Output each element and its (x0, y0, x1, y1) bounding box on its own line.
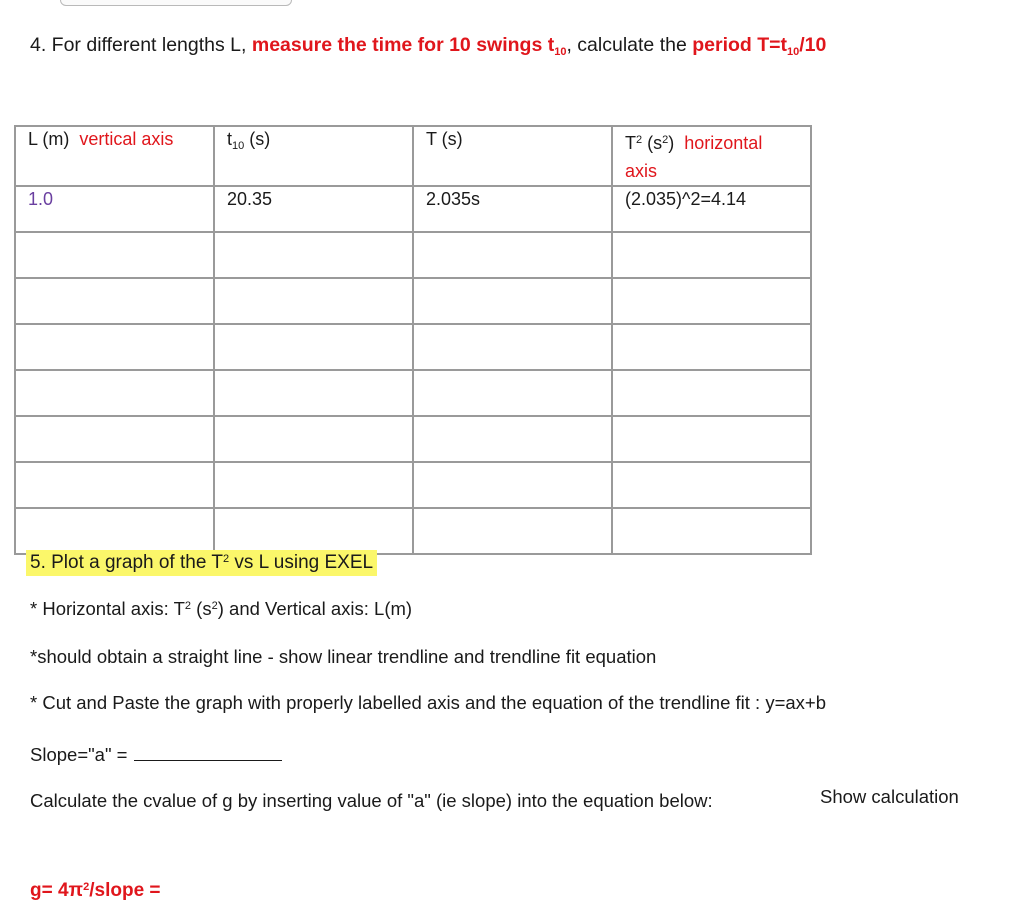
table-row (15, 462, 811, 508)
q4-middle: calculate the (571, 34, 693, 56)
table-cell (15, 462, 214, 508)
table-cell (15, 278, 214, 324)
slope-line: Slope="a" = (30, 744, 282, 766)
table-header-row (15, 126, 811, 186)
table-row (15, 278, 811, 324)
table-cell: 1.0 (15, 186, 214, 232)
table-cell (612, 416, 811, 462)
q4-prefix: 4. For different lengths L, (30, 34, 252, 56)
table-row (15, 232, 811, 278)
table-cell (15, 232, 214, 278)
cut-paste-note: * Cut and Paste the graph with properly labelled axis and the equation of the trendline fit : y=ax+b (30, 692, 827, 713)
q4-comma: , (566, 34, 572, 56)
table-cell (15, 508, 214, 554)
straight-line-note: *should obtain a straight line - show linear trendline and trendline fit equation (30, 646, 657, 667)
table-cell (413, 416, 612, 462)
header-period: T (s) (413, 126, 612, 186)
table-cell: 20.35 (214, 186, 413, 232)
table-cell (413, 370, 612, 416)
question-4 (30, 34, 826, 57)
question-5-title: 5. Plot a graph of the $T^2$ vs L using EXEL (26, 550, 377, 576)
table-row (15, 508, 811, 554)
table-cell (214, 416, 413, 462)
table-cell (15, 370, 214, 416)
table-cell (413, 462, 612, 508)
table-row (15, 324, 811, 370)
table-cell (15, 416, 214, 462)
table-cell (214, 462, 413, 508)
table-cell (214, 278, 413, 324)
q4-measure: measure the time for 10 swings $t_{10}$ (251, 34, 567, 58)
table-cell (612, 462, 811, 508)
header-length: L (m) vertical axis (15, 126, 214, 186)
g-formula: $g= 4\pi^2$/slope = (30, 880, 161, 901)
table-cell (612, 370, 811, 416)
table-cell (612, 278, 811, 324)
table-row (15, 186, 811, 232)
table-row (15, 370, 811, 416)
table-cell (214, 324, 413, 370)
slope-blank[interactable] (134, 744, 282, 761)
table-cell (413, 232, 612, 278)
horizontal-axis-note: * Horizontal axis: $T^2$ $(s^2)$ and Vertical axis: L(m) (30, 598, 413, 619)
table-cell (214, 232, 413, 278)
table-cell (413, 508, 612, 554)
calculate-g-line: Calculate the cvalue of g by inserting value of "a" (ie slope) into the equation below: (30, 790, 713, 811)
header-period-squared: $T^2$ $(s^2)$ horizontal axis (612, 126, 811, 186)
data-table (14, 125, 812, 555)
table-cell: (2.035)^2=4.14 (612, 186, 811, 232)
table-cell (612, 324, 811, 370)
table-cell (612, 508, 811, 554)
table-cell (413, 324, 612, 370)
table-cell (214, 508, 413, 554)
table-cell (214, 370, 413, 416)
top-frame-edge (60, 0, 292, 6)
table-cell (15, 324, 214, 370)
table-row (15, 416, 811, 462)
table-cell (413, 278, 612, 324)
table-cell: 2.035s (413, 186, 612, 232)
q4-period: period $T=t_{10}/10$ (692, 34, 827, 58)
header-t10: $t_{10}$ (s) (214, 126, 413, 186)
show-calculation: Show calculation (820, 786, 959, 807)
table-cell (612, 232, 811, 278)
